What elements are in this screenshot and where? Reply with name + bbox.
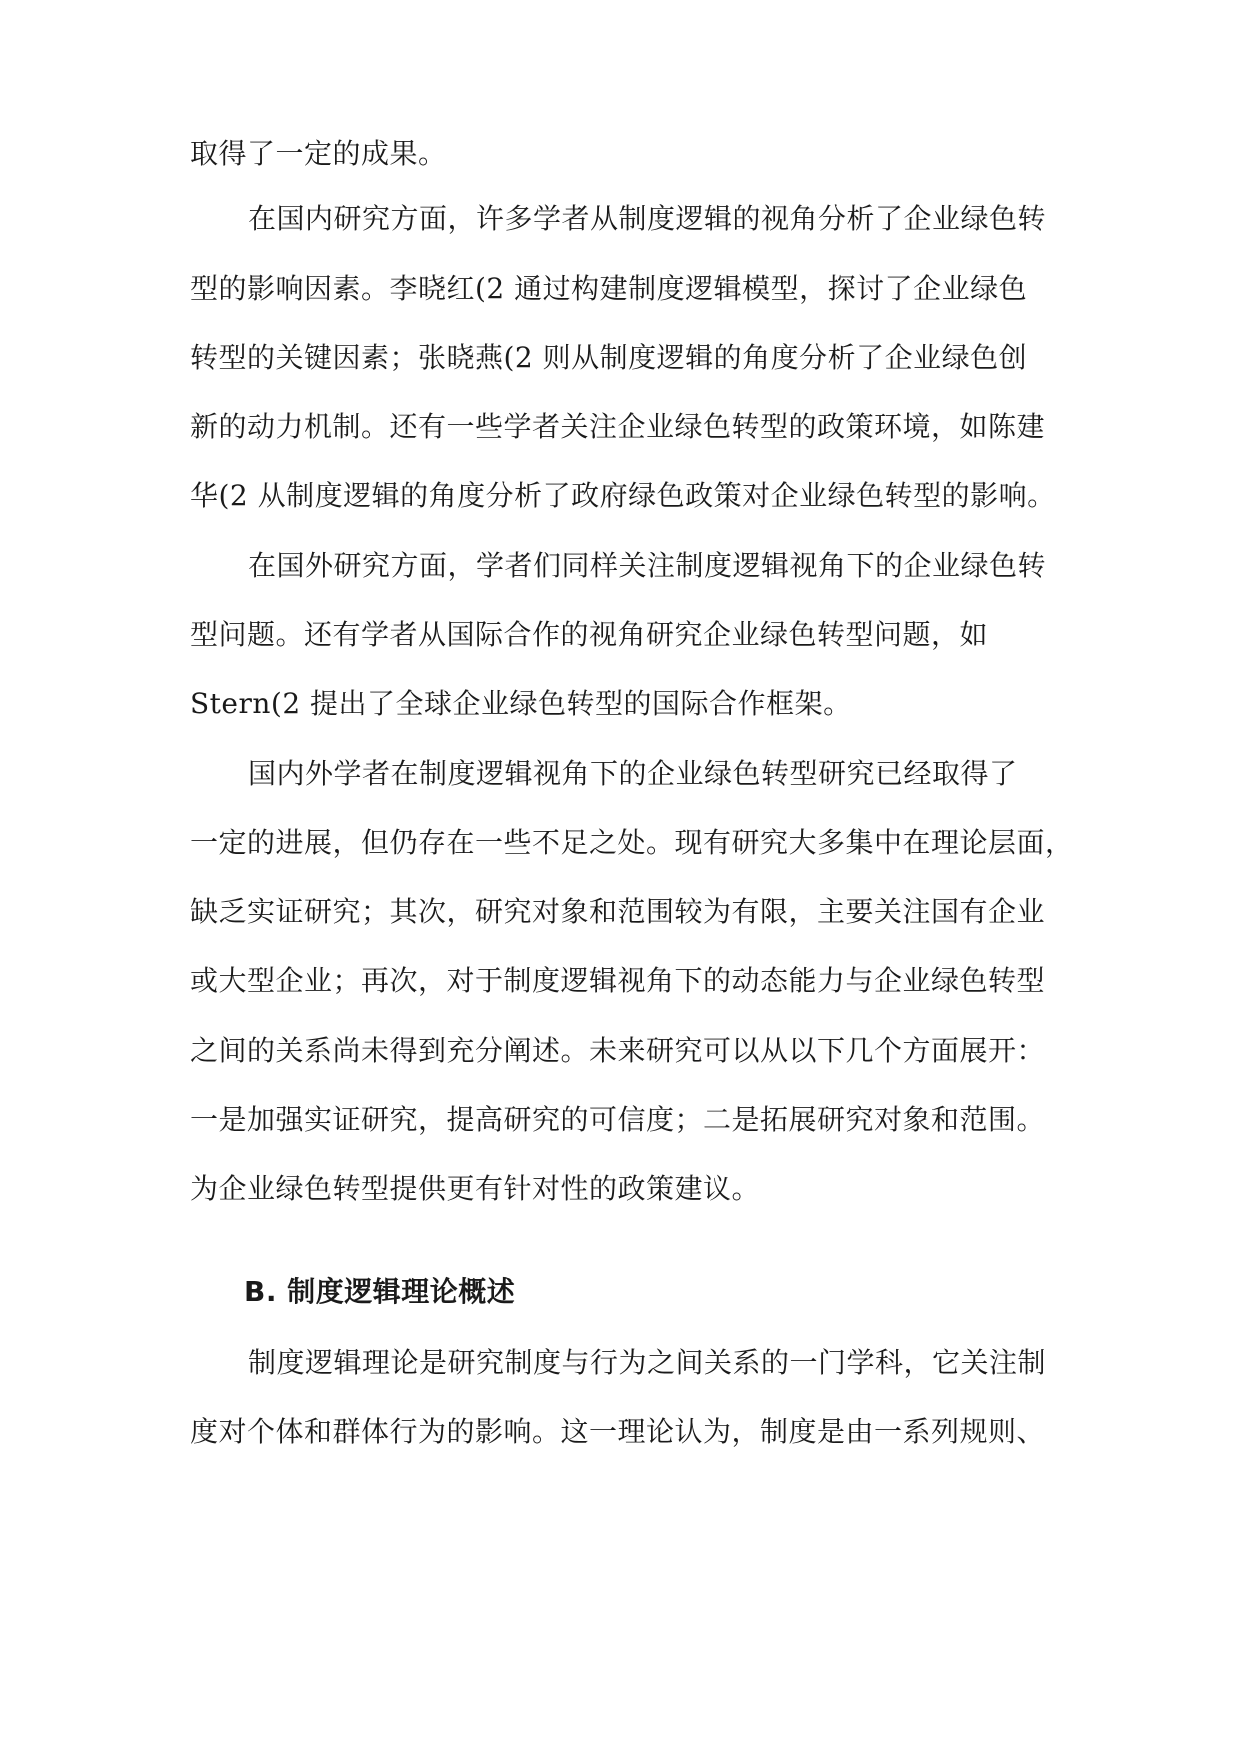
paragraph-line: 国内外学者在制度逻辑视角下的企业绿色转型研究已经取得了 bbox=[248, 757, 1018, 790]
section-heading: B. 制度逻辑理论概述 bbox=[244, 1275, 516, 1308]
paragraph-line: 取得了一定的成果。 bbox=[190, 137, 447, 170]
paragraph-line: 转型的关键因素；张晓燕(2 则从制度逻辑的角度分析了企业绿色创 bbox=[190, 341, 1028, 374]
paragraph-line: 制度逻辑理论是研究制度与行为之间关系的一门学科，它关注制 bbox=[248, 1346, 1047, 1379]
paragraph-line: 度对个体和群体行为的影响。这一理论认为，制度是由一系列规则、 bbox=[190, 1415, 1046, 1448]
paragraph-line: 一定的进展，但仍存在一些不足之处。现有研究大多集中在理论层面， bbox=[190, 826, 1074, 859]
paragraph-line: 在国外研究方面，学者们同样关注制度逻辑视角下的企业绿色转 bbox=[248, 549, 1047, 582]
paragraph-line: 型的影响因素。李晓红(2 通过构建制度逻辑模型，探讨了企业绿色 bbox=[190, 272, 1028, 305]
paragraph-line: Stern(2 提出了全球企业绿色转型的国际合作框架。 bbox=[190, 687, 852, 720]
paragraph-line: 华(2 从制度逻辑的角度分析了政府绿色政策对企业绿色转型的影响。 bbox=[190, 479, 1056, 512]
paragraph-line: 缺乏实证研究；其次，研究对象和范围较为有限，主要关注国有企业 bbox=[190, 895, 1046, 928]
paragraph-line: 之间的关系尚未得到充分阐述。未来研究可以从以下几个方面展开： bbox=[190, 1034, 1046, 1067]
paragraph-line: 型问题。还有学者从国际合作的视角研究企业绿色转型问题，如 bbox=[190, 618, 989, 651]
paragraph-line: 为企业绿色转型提供更有针对性的政策建议。 bbox=[190, 1172, 761, 1205]
paragraph-line: 在国内研究方面，许多学者从制度逻辑的视角分析了企业绿色转 bbox=[248, 202, 1047, 235]
paragraph-line: 新的动力机制。还有一些学者关注企业绿色转型的政策环境，如陈建 bbox=[190, 410, 1046, 443]
paragraph-line: 一是加强实证研究，提高研究的可信度；二是拓展研究对象和范围。 bbox=[190, 1103, 1046, 1136]
paragraph-line: 或大型企业；再次，对于制度逻辑视角下的动态能力与企业绿色转型 bbox=[190, 964, 1046, 997]
